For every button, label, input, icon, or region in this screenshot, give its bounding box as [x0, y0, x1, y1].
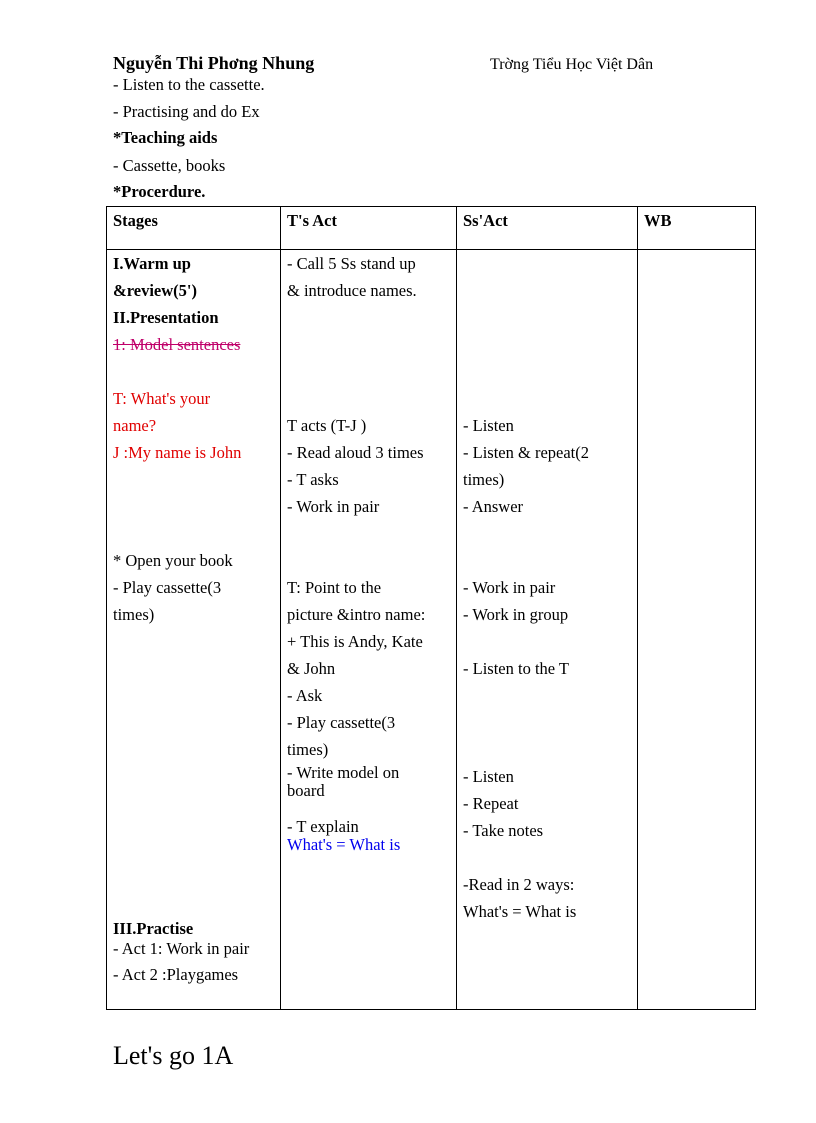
teaching-aids-heading: *Teaching aids [113, 128, 218, 147]
footer-title: Let's go 1A [113, 1041, 234, 1070]
t-act-line: + This is Andy, Kate [287, 632, 423, 651]
teaching-aids-item: - Cassette, books [113, 156, 226, 175]
header-ss-act: Ss'Act [457, 207, 638, 250]
intro-line-practise: - Practising and do Ex [113, 102, 260, 121]
ss-act-line: - Repeat [463, 794, 519, 813]
ss-act-line: - Listen [463, 416, 514, 435]
model-question-line1: T: What's your [113, 389, 211, 408]
t-act-cell [281, 250, 457, 1010]
t-act-line: - Play cassette(3 [287, 713, 396, 732]
table-body-row [107, 250, 756, 1010]
table-header-row [107, 207, 756, 250]
header-wb: WB [638, 207, 756, 250]
play-cassette-times: times) [113, 605, 155, 624]
intro-line-listen: - Listen to the cassette. [113, 75, 265, 94]
practise-act-2: - Act 2 :Playgames [113, 965, 239, 984]
header-stages: Stages [107, 207, 281, 250]
t-act-line: - Call 5 Ss stand up [287, 254, 416, 273]
ss-act-line: - Answer [463, 497, 524, 516]
play-cassette-step: - Play cassette(3 [113, 578, 222, 597]
t-act-line: & John [287, 659, 336, 678]
t-act-explain-formula: What's = What is [287, 835, 401, 854]
practise-act-1: - Act 1: Work in pair [113, 939, 250, 958]
t-act-line: & introduce names. [287, 281, 417, 300]
school-name: Trờng Tiểu Học Việt Dân [490, 56, 654, 73]
stage-warm-up-review: &review(5') [113, 281, 197, 300]
ss-act-cell [457, 250, 638, 1010]
wb-cell [638, 250, 756, 1010]
t-act-line: - T explain [287, 817, 359, 836]
t-act-line: - Work in pair [287, 497, 380, 516]
stages-cell [107, 250, 281, 1010]
ss-act-line: -Read in 2 ways: [463, 875, 575, 894]
ss-act-line: - Listen to the T [463, 659, 570, 678]
t-act-line: picture &intro name: [287, 605, 426, 624]
ss-act-line: What's = What is [463, 902, 577, 921]
procedure-heading: *Procerdure. [113, 182, 206, 201]
ss-act-line: - Listen & repeat(2 [463, 443, 589, 462]
header-t-act: T's Act [281, 207, 457, 250]
model-sentences-label: 1: Model sentences [113, 335, 241, 354]
t-act-line: T acts (T-J ) [287, 416, 367, 435]
t-act-line: times) [287, 740, 329, 759]
t-act-line: - Read aloud 3 times [287, 443, 424, 462]
t-act-line: T: Point to the [287, 578, 382, 597]
model-answer: J :My name is John [113, 443, 242, 462]
ss-act-line: - Take notes [463, 821, 544, 840]
ss-act-line: - Work in pair [463, 578, 556, 597]
t-act-line: - Write model on [287, 763, 400, 782]
ss-act-line: - Work in group [463, 605, 569, 624]
teacher-name: Nguyễn Thi Phơng Nhung [113, 53, 315, 73]
ss-act-line: - Listen [463, 767, 514, 786]
lesson-plan-table [106, 206, 756, 1010]
model-question-line2: name? [113, 416, 157, 435]
open-book-step: * Open your book [113, 551, 233, 570]
stage-warm-up: I.Warm up [113, 254, 191, 273]
t-act-line: - T asks [287, 470, 339, 489]
t-act-line: board [287, 781, 325, 800]
ss-act-line: times) [463, 470, 505, 489]
stage-presentation: II.Presentation [113, 308, 219, 327]
t-act-line: - Ask [287, 686, 323, 705]
stage-practise: III.Practise [113, 919, 194, 938]
